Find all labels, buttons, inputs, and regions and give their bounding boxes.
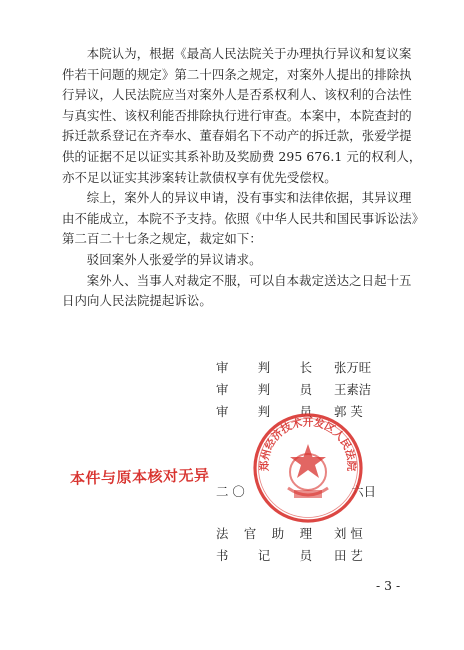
signature-role [216, 524, 312, 542]
page-number: - 3 - [376, 578, 401, 593]
seal-text: 郑州经济技术开发区人民法院 [258, 416, 358, 472]
signature-name: 张万旺 [334, 360, 372, 375]
text-line: 件若干问题的规定》第二十四条之规定，对案外人提出的排除执 [62, 66, 412, 82]
role-char: 审 [216, 360, 229, 375]
text-line: 亦不足以证实其涉案转让款债权享有优先受偿权。 [62, 169, 337, 185]
role-char: 判 [257, 382, 271, 397]
role-char: 助 [271, 526, 285, 541]
clerks-signature-block [216, 524, 396, 564]
role-char: 审 [216, 404, 229, 419]
text-line: 案外人、当事人对裁定不服，可以自本裁定送达之日起十五 [86, 272, 412, 288]
signature-name: 刘 恒 [334, 526, 363, 541]
text-line: 驳回案外人张爱学的异议请求。 [86, 251, 262, 267]
paragraph-appeal-notice [62, 271, 410, 312]
signature-name: 王素洁 [334, 382, 372, 397]
ruling-body [62, 44, 425, 312]
text-line: 本院认为，根据《最高人民法院关于办理执行异议和复议案 [86, 46, 412, 61]
paragraph-reasoning [62, 44, 422, 188]
text-line: 综上，案外人的异议申请，没有事实和法律依据，其异议理 [86, 190, 412, 206]
text-line: 与真实性、该权利能否排除执行进行审查。本案中，本院查封的 [62, 107, 412, 123]
certification-stamp: 本件与原本核对无异 [69, 466, 210, 488]
role-char: 官 [243, 526, 257, 541]
role-char: 审 [216, 382, 229, 397]
role-char: 判 [257, 404, 271, 419]
role-char: 法 [216, 526, 229, 541]
role-char: 理 [299, 526, 312, 541]
signature-role [216, 380, 312, 398]
court-seal-icon [250, 410, 366, 526]
signature-name: 田 艺 [334, 548, 363, 563]
signature-role [216, 546, 312, 564]
text-line: 供的证据不足以证实其系补助及奖励费 295 676.1 元的权利人， [62, 148, 422, 164]
text-line: 行异议，人民法院应当对案外人是否系权利人、该权利的合法性 [62, 87, 412, 103]
role-char: 判 [257, 360, 271, 375]
role-char: 长 [299, 360, 312, 375]
signature-role [216, 358, 312, 376]
paragraph-conclusion [62, 188, 425, 250]
role-char: 记 [257, 548, 271, 563]
text-line: 由不能成立，本院不予支持。依照《中华人民共和国民事诉讼法》 [62, 210, 425, 226]
signature-name: 郭 芙 [334, 404, 363, 419]
date-right: 六日 [351, 484, 376, 499]
text-line: 第二百二十七条之规定，裁定如下： [62, 231, 262, 247]
date-left: 二 〇 [216, 484, 245, 499]
role-char: 员 [299, 404, 312, 419]
paragraph-ruling [62, 250, 410, 271]
role-char: 员 [299, 382, 312, 397]
text-line: 日内向人民法院提起诉讼。 [62, 293, 212, 309]
role-char: 书 [216, 548, 229, 563]
text-line: 拆迁款系登记在齐奉水、董春娟名下不动产的拆迁款，张爱学提 [62, 128, 412, 144]
role-char: 员 [299, 548, 312, 563]
